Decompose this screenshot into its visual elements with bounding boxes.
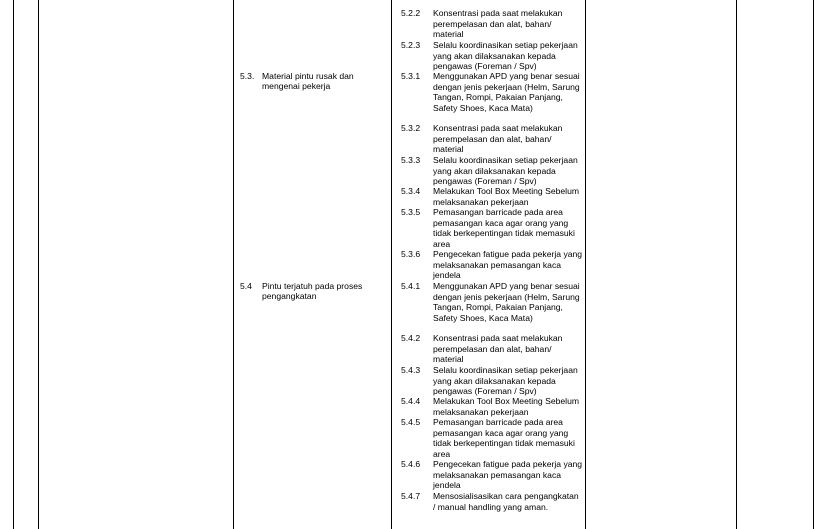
control-text: Selalu koordinasikan setiap pekerjaan yang akan dilaksanakan kepada pengawas (Foreman / Spv) bbox=[433, 40, 578, 71]
control-text: Selalu koordinasikan setiap pekerjaan yang akan dilaksanakan kepada pengawas (Foreman / Spv) bbox=[433, 365, 578, 396]
control-number: 5.4.4 bbox=[401, 396, 421, 406]
table-border-6 bbox=[736, 0, 737, 529]
control-number: 5.3.6 bbox=[401, 249, 421, 259]
control-text: Konsentrasi pada saat melakukan perempelasan dan alat, bahan/ material bbox=[433, 333, 563, 364]
control-text: Pemasangan barricade pada area pemasangan kaca agar orang yang tidak berkepentingan tidak memasuki area bbox=[433, 417, 575, 459]
control-text: Konsentrasi pada saat melakukan perempelasan dan alat, bahan/ material bbox=[433, 123, 563, 154]
control-number: 5.4.2 bbox=[401, 333, 421, 343]
control-number: 5.4.6 bbox=[401, 459, 421, 469]
control-number: 5.3.5 bbox=[401, 207, 421, 217]
hazard-text: Material pintu rusak dan mengenai pekerja bbox=[262, 71, 354, 91]
table-border-7 bbox=[813, 0, 814, 529]
control-text: Pengecekan fatigue pada pekerja yang melaksanakan pemasangan kaca jendela bbox=[433, 249, 583, 280]
table-border-4 bbox=[391, 0, 392, 529]
table-border-2 bbox=[38, 0, 39, 529]
control-number: 5.3.3 bbox=[401, 155, 421, 165]
control-number: 5.3.1 bbox=[401, 71, 421, 81]
control-text: Mensosialisasikan cara pengangkatan / manual handling yang aman. bbox=[433, 491, 579, 512]
control-text: Menggunakan APD yang benar sesuai dengan jenis pekerjaan (Helm, Sarung Tangan, Rompi, Pakaian Panjang, Safety Shoes, Kaca Mata) bbox=[433, 71, 580, 113]
control-number: 5.4.1 bbox=[401, 281, 421, 291]
control-text: Melakukan Tool Box Meeting Sebelum melaksanakan pekerjaan bbox=[433, 186, 580, 207]
table-border-1 bbox=[13, 0, 14, 529]
control-text: Konsentrasi pada saat melakukan perempelasan dan alat, bahan/ material bbox=[433, 8, 563, 39]
control-number: 5.4.3 bbox=[401, 365, 421, 375]
control-number: 5.2.2 bbox=[401, 8, 421, 18]
hazard-number: 5.3. bbox=[240, 71, 255, 81]
control-number: 5.4.5 bbox=[401, 417, 421, 427]
control-number: 5.4.7 bbox=[401, 491, 421, 501]
control-number: 5.2.3 bbox=[401, 40, 421, 50]
control-number: 5.3.2 bbox=[401, 123, 421, 133]
hazard-number: 5.4 bbox=[240, 281, 252, 291]
control-text: Pengecekan fatigue pada pekerja yang melaksanakan pemasangan kaca jendela bbox=[433, 459, 583, 490]
table-border-3 bbox=[233, 0, 234, 529]
hazard-text: Pintu terjatuh pada proses pengangkatan bbox=[262, 281, 363, 301]
control-text: Melakukan Tool Box Meeting Sebelum melaksanakan pekerjaan bbox=[433, 396, 580, 417]
control-text: Pemasangan barricade pada area pemasangan kaca agar orang yang tidak berkepentingan tidak memasuki area bbox=[433, 207, 575, 249]
control-text: Selalu koordinasikan setiap pekerjaan yang akan dilaksanakan kepada pengawas (Foreman / Spv) bbox=[433, 155, 578, 186]
control-text: Menggunakan APD yang benar sesuai dengan jenis pekerjaan (Helm, Sarung Tangan, Rompi, Pakaian Panjang, Safety Shoes, Kaca Mata) bbox=[433, 281, 580, 323]
table-border-5 bbox=[585, 0, 586, 529]
control-number: 5.3.4 bbox=[401, 186, 421, 196]
